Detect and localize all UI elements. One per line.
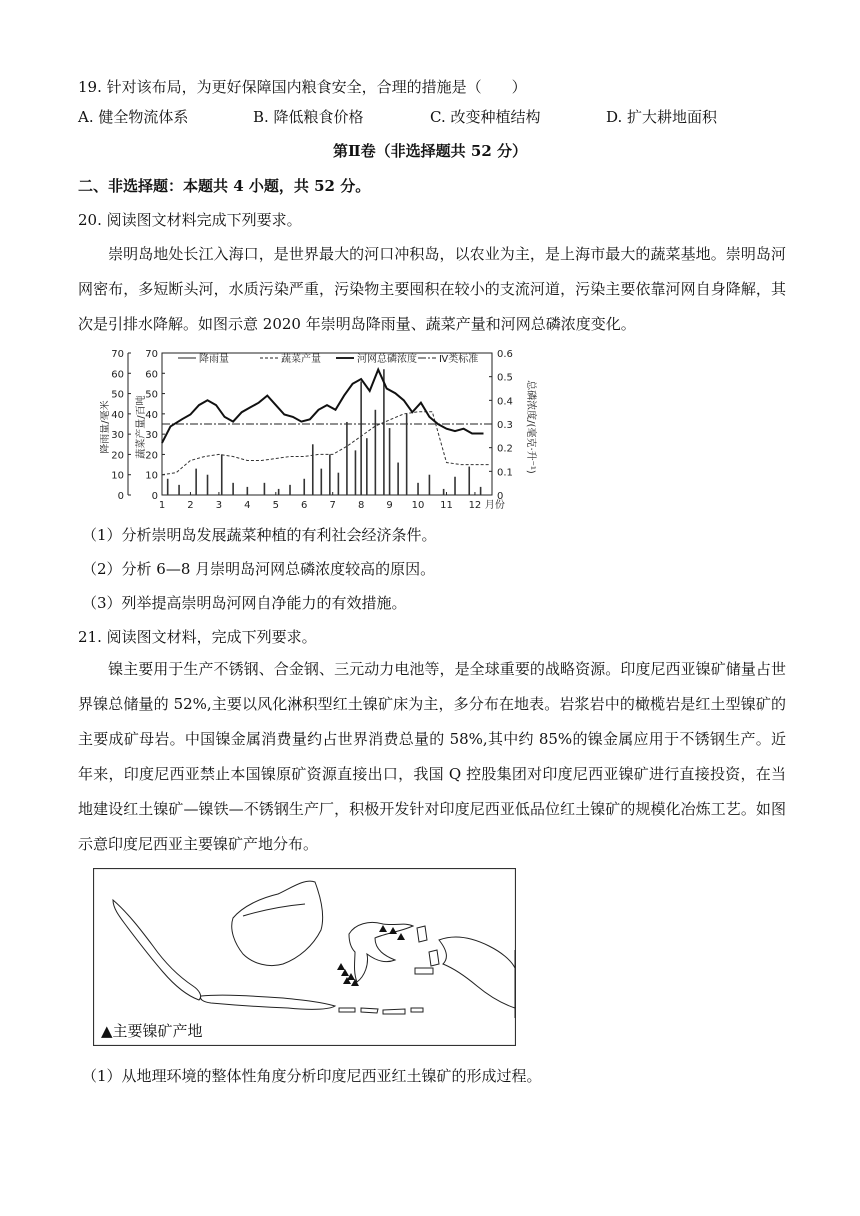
chart-svg <box>100 345 540 515</box>
veg-tick-label: 40 <box>145 409 158 421</box>
x-tick-label: 4 <box>244 500 251 511</box>
vegetable-line <box>162 412 489 475</box>
rain-series <box>168 369 481 495</box>
q20-chart <box>100 345 540 515</box>
veg-tick-label: 70 <box>145 349 158 360</box>
chart-axes <box>100 349 538 511</box>
x-tick-label: 7 <box>329 500 336 511</box>
q20-sub1: （1）分析崇明岛发展蔬菜种植的有利社会经济条件。 <box>82 526 437 544</box>
veg-tick-label: 50 <box>145 389 158 401</box>
q21-paragraph <box>78 652 786 862</box>
q20-sub3: （3）列举提高崇明岛河网自净能力的有效措施。 <box>82 594 407 612</box>
q21-sub1: （1）从地理环境的整体性角度分析印度尼西亚红土镍矿的形成过程。 <box>82 1067 542 1085</box>
q19-stem: 19. 针对该布局，为更好保障国内粮食安全，合理的措施是（ ） <box>78 78 527 96</box>
phosphorus-line <box>162 370 484 443</box>
x-tick-label: 1 <box>158 500 166 511</box>
tp-tick-label: 0.4 <box>497 396 513 408</box>
section-heading: 二、非选择题：本题共 4 小题，共 52 分。 <box>78 177 371 195</box>
q20-paragraph-text: 崇明岛地处长江入海口，是世界最大的河口冲积岛，以农业为主，是上海市最大的蔬菜基地。崇明岛河网密布，多短断头河，水质污染严重，污染物主要囤积在较小的支流河道，污染主要依靠河网自身降解，其次是引排水降解。如图示意 2020 年崇明岛降雨量、蔬菜产量和河网总磷浓度变化。 <box>78 245 786 333</box>
x-tick-label: 8 <box>357 500 365 511</box>
tp-tick-label: 0.1 <box>497 467 513 479</box>
tp-tick-label: 0.5 <box>497 372 513 384</box>
map-legend: ▲主要镍矿产地 <box>101 1022 203 1040</box>
tp-tick-label: 0.3 <box>497 420 513 431</box>
q19-option-b: B. 降低粮食价格 <box>253 108 364 126</box>
q20-intro: 20. 阅读图文材料完成下列要求。 <box>78 211 302 229</box>
map-frame <box>94 869 516 1046</box>
tp-tick-label: 0 <box>497 491 504 502</box>
q19-option-d: D. 扩大耕地面积 <box>606 108 718 126</box>
rain-tick-label: 50 <box>111 389 124 401</box>
rain-tick-label: 20 <box>111 450 124 462</box>
x-tick-label: 10 <box>411 500 425 511</box>
x-tick-label: 9 <box>386 500 393 511</box>
rain-tick-label: 10 <box>111 470 124 482</box>
legend-label: Ⅳ类标准 <box>439 354 479 365</box>
q19-option-a: A. 健全物流体系 <box>78 108 189 126</box>
legend-label: 河网总磷浓度 <box>357 354 417 365</box>
q20-paragraph <box>78 237 786 342</box>
phosphorus-series <box>162 370 484 443</box>
x-tick-label: 11 <box>440 500 453 511</box>
veg-tick-label: 10 <box>145 470 158 482</box>
rain-tick-label: 70 <box>111 349 124 360</box>
x-axis-label: 月份 <box>484 500 505 511</box>
veg-tick-label: 60 <box>145 369 158 381</box>
q21-paragraph-text: 镍主要用于生产不锈钢、合金钢、三元动力电池等，是全球重要的战略资源。印度尼西亚镍矿储量占世界镍总储量的 52%,主要以风化淋积型红土镍矿床为主，多分布在地表。岩浆岩中的橄榄岩是红土型镍矿的主要成矿母岩。中国镍金属消费量约占世界消费总量的 58%,其中约 85%的镍金属应用于不锈钢生产。近年来，印度尼西亚禁止本国镍原矿资源直接出口，我国 Q 控股集团对印度尼西亚镍矿进行直接投资，在当地建设红土镍矿—镍铁—不锈钢生产厂，积极开发针对印度尼西亚低品位红土镍矿的规模化冶炼工艺。如图示意印度尼西亚主要镍矿产地分布。 <box>78 660 786 853</box>
rain-tick-label: 30 <box>111 430 124 442</box>
vegetable-series <box>162 412 489 475</box>
tp-tick-label: 0.2 <box>497 443 513 455</box>
chart-legend <box>178 352 478 365</box>
map-svg <box>93 868 516 1046</box>
x-tick-label: 5 <box>272 500 279 511</box>
x-tick-label: 12 <box>468 500 482 511</box>
section-title: 第Ⅱ卷（非选择题共 52 分） <box>333 142 527 160</box>
x-tick-label: 2 <box>187 500 194 511</box>
q20-sub2: （2）分析 6—8 月崇明岛河网总磷浓度较高的原因。 <box>82 560 436 578</box>
legend-label: 降雨量 <box>199 354 229 365</box>
veg-tick-label: 0 <box>151 491 158 502</box>
veg-tick-label: 30 <box>145 430 158 442</box>
rain-tick-label: 60 <box>111 369 124 381</box>
x-tick-label: 6 <box>301 500 308 511</box>
legend-label: 蔬菜产量 <box>281 354 321 365</box>
indonesia-map <box>93 868 516 1046</box>
rain-tick-label: 40 <box>111 409 124 421</box>
q21-intro: 21. 阅读图文材料，完成下列要求。 <box>78 628 317 646</box>
tp-tick-label: 0.6 <box>497 349 513 360</box>
x-tick-label: 3 <box>215 500 223 511</box>
y-axis-label-veg: 蔬菜产量/百吨 <box>136 395 147 459</box>
y-axis-label-rain: 降雨量/毫米 <box>100 400 111 454</box>
q19-option-c: C. 改变种植结构 <box>430 108 541 126</box>
veg-tick-label: 20 <box>145 450 158 462</box>
rain-tick-label: 0 <box>117 491 124 502</box>
y-axis-label-tp: 总磷浓度/(毫克·升⁻¹) <box>525 380 536 474</box>
